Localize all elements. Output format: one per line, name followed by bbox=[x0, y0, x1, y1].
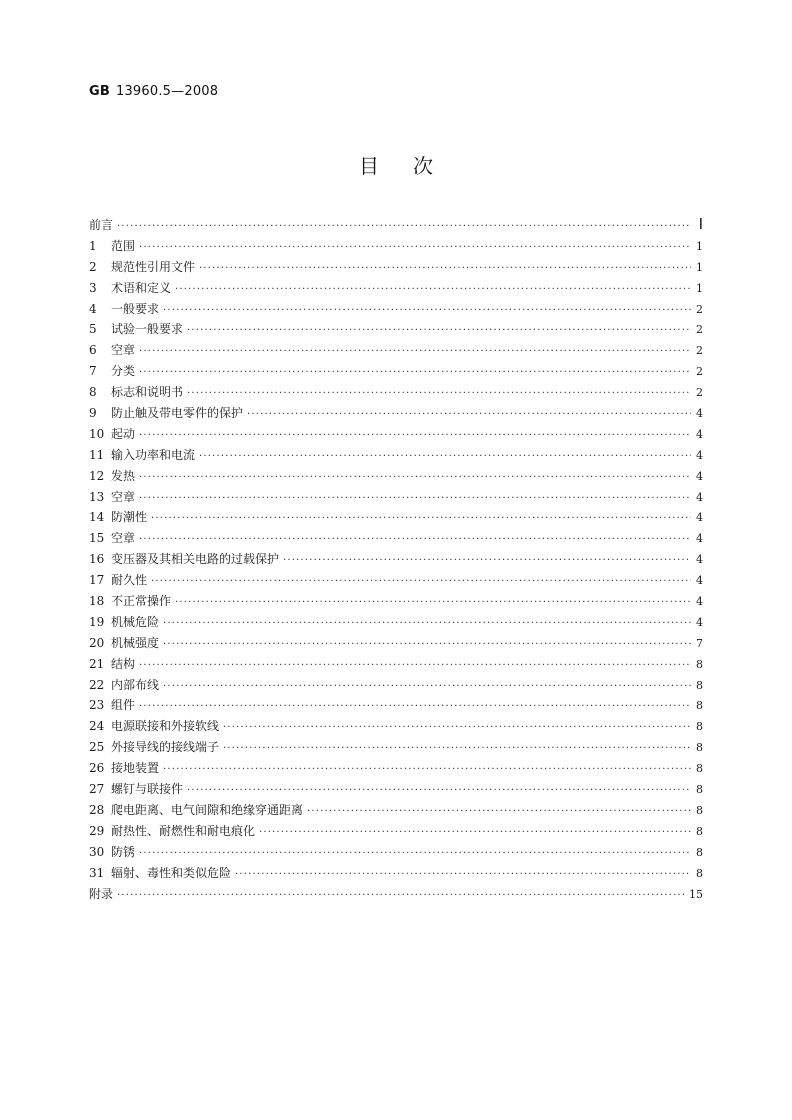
toc-entry-page: 8 bbox=[696, 803, 703, 817]
toc-entry bbox=[89, 507, 703, 528]
toc-entry-title: 辐射、毒性和类似危险 bbox=[111, 865, 232, 880]
toc-entry-number: 26 bbox=[89, 761, 105, 776]
toc-entry-number: 8 bbox=[89, 385, 97, 400]
dot-leader bbox=[117, 886, 685, 907]
dot-leader bbox=[139, 489, 691, 510]
toc-entry bbox=[89, 675, 703, 696]
toc-entry-title: 发热 bbox=[111, 468, 136, 483]
dot-leader bbox=[163, 677, 691, 698]
toc-entry bbox=[89, 236, 703, 257]
toc-entry-title: 机械强度 bbox=[111, 635, 160, 650]
toc-entry-number: 18 bbox=[89, 594, 105, 609]
toc-entry bbox=[89, 487, 703, 508]
toc-entry-number: 22 bbox=[89, 677, 105, 692]
toc-entry-page: 4 bbox=[696, 407, 703, 421]
toc-entry-number: 4 bbox=[89, 301, 97, 316]
toc-entry-title: 术语和定义 bbox=[111, 280, 172, 295]
toc-entry-title: 电源联接和外接软线 bbox=[111, 719, 220, 734]
toc-entry-page: 4 bbox=[696, 469, 703, 483]
toc-entry-number: 10 bbox=[89, 426, 105, 441]
toc-entry-page: 1 bbox=[696, 239, 703, 253]
dot-leader bbox=[307, 802, 691, 823]
toc-entry-page: 2 bbox=[696, 386, 703, 400]
toc-entry-number: 21 bbox=[89, 656, 105, 671]
toc-entry-title: 输入功率和电流 bbox=[111, 447, 196, 462]
toc-entry-page: 2 bbox=[696, 323, 703, 337]
toc-entry bbox=[89, 403, 703, 424]
table-of-contents bbox=[89, 215, 703, 904]
dot-leader bbox=[175, 280, 691, 301]
toc-entry-page: 8 bbox=[696, 741, 703, 755]
toc-entry-number: 15 bbox=[89, 531, 105, 546]
toc-entry-page: Ⅰ bbox=[698, 217, 703, 233]
toc-entry bbox=[89, 758, 703, 779]
toc-entry-title: 范围 bbox=[111, 238, 136, 253]
toc-entry-page: 8 bbox=[696, 678, 703, 692]
dot-leader bbox=[247, 405, 691, 426]
toc-entry-title: 螺钉与联接件 bbox=[111, 782, 184, 797]
toc-entry bbox=[89, 863, 703, 884]
toc-entry-page: 1 bbox=[696, 260, 703, 274]
toc-entry-page: 8 bbox=[696, 699, 703, 713]
toc-entry-number: 1 bbox=[89, 238, 97, 253]
page-title: 目次 bbox=[359, 154, 467, 178]
standard-code: 13960.5—2008 bbox=[115, 84, 219, 99]
toc-entry bbox=[89, 612, 703, 633]
toc-entry bbox=[89, 278, 703, 299]
toc-entry-title: 机械危险 bbox=[111, 614, 160, 629]
dot-leader bbox=[139, 238, 691, 259]
toc-entry-number: 23 bbox=[89, 698, 105, 713]
toc-entry-page: 4 bbox=[696, 595, 703, 609]
toc-entry-title: 不正常操作 bbox=[111, 594, 172, 609]
toc-entry bbox=[89, 528, 703, 549]
toc-entry-number: 27 bbox=[89, 782, 105, 797]
toc-entry-number: 9 bbox=[89, 406, 97, 421]
toc-entry bbox=[89, 340, 703, 361]
dot-leader bbox=[187, 321, 691, 342]
toc-entry-title: 接地装置 bbox=[111, 761, 160, 776]
toc-entry-number: 25 bbox=[89, 740, 105, 755]
toc-entry-title: 空章 bbox=[111, 489, 136, 504]
toc-entry-page: 4 bbox=[696, 553, 703, 567]
toc-entry-number: 12 bbox=[89, 468, 105, 483]
dot-leader bbox=[139, 426, 691, 447]
toc-entry-title: 结构 bbox=[111, 656, 136, 671]
toc-entry bbox=[89, 215, 703, 236]
toc-entry-number: 14 bbox=[89, 510, 105, 525]
toc-entry-title: 内部布线 bbox=[111, 677, 160, 692]
toc-entry bbox=[89, 884, 703, 905]
toc-entry-title: 附录 bbox=[89, 886, 114, 901]
toc-entry-page: 7 bbox=[696, 636, 703, 650]
toc-entry-number: 30 bbox=[89, 844, 105, 859]
toc-entry-page: 1 bbox=[696, 281, 703, 295]
dot-leader bbox=[139, 342, 691, 363]
toc-entry-page: 2 bbox=[696, 365, 703, 379]
toc-entry bbox=[89, 382, 703, 403]
dot-leader bbox=[163, 301, 691, 322]
toc-entry-title: 前言 bbox=[89, 218, 114, 232]
dot-leader bbox=[235, 865, 691, 886]
dot-leader bbox=[163, 614, 691, 635]
dot-leader bbox=[175, 593, 691, 614]
dot-leader bbox=[139, 697, 691, 718]
toc-entry-number: 24 bbox=[89, 719, 105, 734]
toc-entry bbox=[89, 570, 703, 591]
toc-entry bbox=[89, 445, 703, 466]
toc-entry bbox=[89, 466, 703, 487]
dot-leader bbox=[139, 363, 691, 384]
toc-entry-number: 7 bbox=[89, 364, 97, 379]
dot-leader bbox=[139, 468, 691, 489]
dot-leader bbox=[117, 217, 691, 238]
dot-leader bbox=[199, 447, 691, 468]
toc-entry-page: 4 bbox=[696, 615, 703, 629]
toc-entry-page: 8 bbox=[696, 845, 703, 859]
toc-entry-page: 4 bbox=[696, 511, 703, 525]
standard-prefix: GB bbox=[89, 84, 110, 99]
toc-entry bbox=[89, 591, 703, 612]
dot-leader bbox=[139, 530, 691, 551]
toc-entry-title: 变压器及其相关电路的过载保护 bbox=[111, 552, 280, 567]
toc-entry-page: 8 bbox=[696, 824, 703, 838]
toc-entry bbox=[89, 737, 703, 758]
toc-entry-number: 6 bbox=[89, 343, 97, 358]
toc-entry-number: 16 bbox=[89, 552, 105, 567]
toc-entry-title: 规范性引用文件 bbox=[111, 259, 196, 274]
dot-leader bbox=[163, 760, 691, 781]
toc-entry bbox=[89, 842, 703, 863]
toc-entry-page: 2 bbox=[696, 302, 703, 316]
dot-leader bbox=[283, 551, 691, 572]
toc-entry-title: 组件 bbox=[111, 698, 136, 713]
toc-entry-title: 起动 bbox=[111, 426, 136, 441]
toc-entry-number: 2 bbox=[89, 259, 97, 274]
toc-entry bbox=[89, 654, 703, 675]
toc-entry-number: 5 bbox=[89, 322, 97, 337]
toc-entry-title: 耐热性、耐燃性和耐电痕化 bbox=[111, 823, 256, 838]
dot-leader bbox=[223, 718, 691, 739]
toc-entry-title: 外接导线的接线端子 bbox=[111, 740, 220, 755]
toc-entry-title: 空章 bbox=[111, 343, 136, 358]
toc-entry bbox=[89, 633, 703, 654]
dot-leader bbox=[139, 844, 691, 865]
dot-leader bbox=[163, 635, 691, 656]
dot-leader bbox=[139, 656, 691, 677]
dot-leader bbox=[187, 384, 691, 405]
toc-entry bbox=[89, 821, 703, 842]
toc-entry bbox=[89, 319, 703, 340]
toc-entry bbox=[89, 424, 703, 445]
toc-entry-page: 8 bbox=[696, 866, 703, 880]
toc-entry-number: 20 bbox=[89, 635, 105, 650]
toc-entry-title: 标志和说明书 bbox=[111, 385, 184, 400]
toc-entry bbox=[89, 716, 703, 737]
toc-entry-number: 31 bbox=[89, 865, 105, 880]
toc-entry-title: 空章 bbox=[111, 531, 136, 546]
toc-entry-page: 15 bbox=[689, 887, 703, 901]
toc-entry-number: 29 bbox=[89, 823, 105, 838]
toc-entry-page: 4 bbox=[696, 427, 703, 441]
toc-entry-title: 试验一般要求 bbox=[111, 322, 184, 337]
toc-entry-page: 4 bbox=[696, 490, 703, 504]
toc-entry bbox=[89, 549, 703, 570]
toc-entry-title: 耐久性 bbox=[111, 573, 148, 588]
toc-entry-page: 8 bbox=[696, 657, 703, 671]
toc-entry-page: 8 bbox=[696, 762, 703, 776]
toc-entry-page: 8 bbox=[696, 783, 703, 797]
toc-entry-page: 4 bbox=[696, 532, 703, 546]
dot-leader bbox=[223, 739, 691, 760]
toc-entry-number: 11 bbox=[89, 447, 105, 462]
toc-entry-title: 爬电距离、电气间隙和绝缘穿通距离 bbox=[111, 802, 304, 817]
toc-entry-title: 一般要求 bbox=[111, 301, 160, 316]
toc-entry-number: 17 bbox=[89, 573, 105, 588]
toc-entry bbox=[89, 257, 703, 278]
toc-entry bbox=[89, 299, 703, 320]
document-header bbox=[89, 84, 218, 99]
toc-entry-page: 2 bbox=[696, 344, 703, 358]
toc-entry-title: 防潮性 bbox=[111, 510, 148, 525]
toc-entry-number: 13 bbox=[89, 489, 105, 504]
toc-entry-title: 防锈 bbox=[111, 844, 136, 859]
toc-entry-number: 19 bbox=[89, 614, 105, 629]
dot-leader bbox=[199, 259, 691, 280]
toc-entry-page: 8 bbox=[696, 720, 703, 734]
dot-leader bbox=[187, 781, 691, 802]
toc-entry bbox=[89, 800, 703, 821]
dot-leader bbox=[151, 572, 691, 593]
toc-entry bbox=[89, 361, 703, 382]
toc-entry-title: 防止触及带电零件的保护 bbox=[111, 406, 244, 421]
toc-entry-number: 28 bbox=[89, 802, 105, 817]
toc-entry-title: 分类 bbox=[111, 364, 136, 379]
dot-leader bbox=[259, 823, 691, 844]
dot-leader bbox=[151, 509, 691, 530]
toc-entry-number: 3 bbox=[89, 280, 97, 295]
toc-entry bbox=[89, 695, 703, 716]
toc-entry bbox=[89, 779, 703, 800]
toc-entry-page: 4 bbox=[696, 448, 703, 462]
toc-entry-page: 4 bbox=[696, 574, 703, 588]
